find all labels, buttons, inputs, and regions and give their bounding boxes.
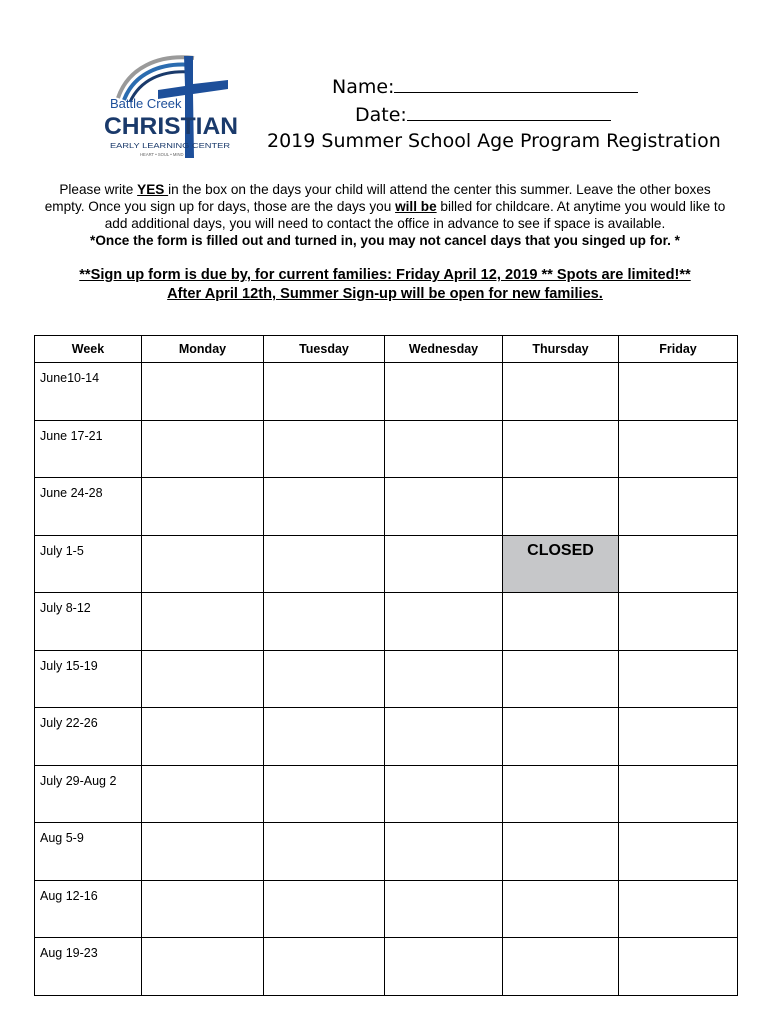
logo-line2: CHRISTIAN bbox=[104, 113, 238, 140]
form-title: 2019 Summer School Age Program Registration bbox=[267, 130, 721, 152]
table-row bbox=[35, 650, 738, 708]
day-cell[interactable] bbox=[264, 765, 385, 823]
day-cell[interactable] bbox=[503, 420, 619, 478]
table-row bbox=[35, 880, 738, 938]
day-cell[interactable] bbox=[264, 938, 385, 996]
day-cell[interactable] bbox=[619, 478, 738, 536]
day-cell[interactable] bbox=[264, 708, 385, 766]
day-cell[interactable] bbox=[142, 765, 264, 823]
day-cell[interactable] bbox=[619, 938, 738, 996]
table-header-row bbox=[35, 336, 738, 363]
instr-yes: YES bbox=[137, 182, 169, 197]
day-cell[interactable] bbox=[264, 420, 385, 478]
day-cell[interactable] bbox=[142, 420, 264, 478]
instr-will-be: will be bbox=[395, 199, 437, 214]
day-cell[interactable] bbox=[503, 650, 619, 708]
table-row bbox=[35, 363, 738, 421]
day-cell[interactable] bbox=[264, 535, 385, 593]
week-cell: Aug 12-16 bbox=[35, 880, 142, 938]
instr-part3: billed for childcare. At anytime you would like to add additional days, you will need to contact the office in advance to see if space is available. bbox=[104, 199, 726, 231]
day-cell[interactable] bbox=[142, 363, 264, 421]
day-cell[interactable] bbox=[503, 708, 619, 766]
week-cell: June 17-21 bbox=[35, 420, 142, 478]
table-row bbox=[35, 593, 738, 651]
col-header-thursday: Thursday bbox=[503, 336, 619, 363]
week-cell: July 1-5 bbox=[35, 535, 142, 593]
day-cell[interactable] bbox=[264, 478, 385, 536]
day-cell[interactable] bbox=[619, 593, 738, 651]
registration-table bbox=[34, 335, 738, 996]
day-cell[interactable] bbox=[385, 708, 503, 766]
col-header-wednesday: Wednesday bbox=[385, 336, 503, 363]
table-row bbox=[35, 420, 738, 478]
day-cell[interactable] bbox=[619, 535, 738, 593]
instructions bbox=[40, 181, 730, 249]
day-cell[interactable] bbox=[385, 823, 503, 881]
day-cell[interactable] bbox=[385, 478, 503, 536]
col-header-tuesday: Tuesday bbox=[264, 336, 385, 363]
week-cell: June 24-28 bbox=[35, 478, 142, 536]
day-cell[interactable] bbox=[619, 650, 738, 708]
day-cell[interactable] bbox=[503, 765, 619, 823]
due-line2: After April 12th, Summer Sign-up will be open for new families. bbox=[167, 286, 603, 302]
week-cell: July 29-Aug 2 bbox=[35, 765, 142, 823]
logo-line1: Battle Creek bbox=[110, 96, 182, 111]
due-notice bbox=[30, 266, 740, 304]
day-cell[interactable] bbox=[503, 938, 619, 996]
week-cell: July 15-19 bbox=[35, 650, 142, 708]
day-cell[interactable] bbox=[503, 363, 619, 421]
week-cell: July 22-26 bbox=[35, 708, 142, 766]
logo-line3: EARLY LEARNING CENTER bbox=[110, 141, 231, 150]
day-cell[interactable] bbox=[142, 535, 264, 593]
table-row bbox=[35, 535, 738, 593]
day-cell[interactable] bbox=[619, 363, 738, 421]
table-row bbox=[35, 708, 738, 766]
day-cell[interactable] bbox=[264, 880, 385, 938]
col-header-monday: Monday bbox=[142, 336, 264, 363]
day-cell[interactable] bbox=[385, 420, 503, 478]
day-cell[interactable] bbox=[503, 880, 619, 938]
day-cell[interactable] bbox=[619, 420, 738, 478]
day-cell[interactable] bbox=[619, 708, 738, 766]
day-cell[interactable] bbox=[619, 823, 738, 881]
day-cell[interactable] bbox=[142, 938, 264, 996]
day-cell[interactable] bbox=[385, 765, 503, 823]
day-cell[interactable] bbox=[142, 708, 264, 766]
day-cell[interactable] bbox=[503, 593, 619, 651]
day-cell[interactable] bbox=[142, 880, 264, 938]
day-cell[interactable] bbox=[385, 593, 503, 651]
table-row bbox=[35, 938, 738, 996]
day-cell[interactable] bbox=[619, 880, 738, 938]
day-cell[interactable] bbox=[142, 650, 264, 708]
instr-cancel-note: *Once the form is filled out and turned in, you may not cancel days that you singed up for. * bbox=[90, 233, 680, 248]
date-input-line[interactable] bbox=[407, 102, 611, 121]
table-row bbox=[35, 478, 738, 536]
date-field bbox=[355, 102, 611, 126]
date-label: Date: bbox=[355, 104, 407, 126]
day-cell[interactable] bbox=[385, 880, 503, 938]
day-cell[interactable] bbox=[142, 593, 264, 651]
week-cell: July 8-12 bbox=[35, 593, 142, 651]
table-row bbox=[35, 765, 738, 823]
day-cell[interactable] bbox=[619, 765, 738, 823]
week-cell: Aug 5-9 bbox=[35, 823, 142, 881]
day-cell[interactable] bbox=[503, 478, 619, 536]
col-header-week: Week bbox=[35, 336, 142, 363]
name-label: Name: bbox=[332, 76, 395, 98]
day-cell[interactable] bbox=[142, 478, 264, 536]
closed-cell: CLOSED bbox=[503, 535, 619, 593]
instr-part2: in the box on the days your child will attend the center this summer. Leave the other boxes empty. Once you sign up for days, those are the days you bbox=[44, 182, 711, 214]
battle-creek-christian-logo bbox=[96, 50, 246, 162]
week-cell: Aug 19-23 bbox=[35, 938, 142, 996]
week-cell: June10-14 bbox=[35, 363, 142, 421]
day-cell[interactable] bbox=[142, 823, 264, 881]
instr-part1: Please write bbox=[59, 182, 138, 197]
day-cell[interactable] bbox=[385, 938, 503, 996]
day-cell[interactable] bbox=[385, 650, 503, 708]
name-field bbox=[332, 74, 638, 98]
due-line1: **Sign up form is due by, for current families: Friday April 12, 2019 ** Spots are limited!** bbox=[79, 267, 691, 283]
day-cell[interactable] bbox=[264, 650, 385, 708]
day-cell[interactable] bbox=[264, 823, 385, 881]
day-cell[interactable] bbox=[385, 535, 503, 593]
day-cell[interactable] bbox=[264, 593, 385, 651]
day-cell[interactable] bbox=[503, 823, 619, 881]
name-input-line[interactable] bbox=[394, 74, 638, 93]
logo-tagline: HEART • SOUL • MIND bbox=[140, 152, 184, 157]
table-row bbox=[35, 823, 738, 881]
col-header-friday: Friday bbox=[619, 336, 738, 363]
day-cell[interactable] bbox=[264, 363, 385, 421]
day-cell[interactable] bbox=[385, 363, 503, 421]
